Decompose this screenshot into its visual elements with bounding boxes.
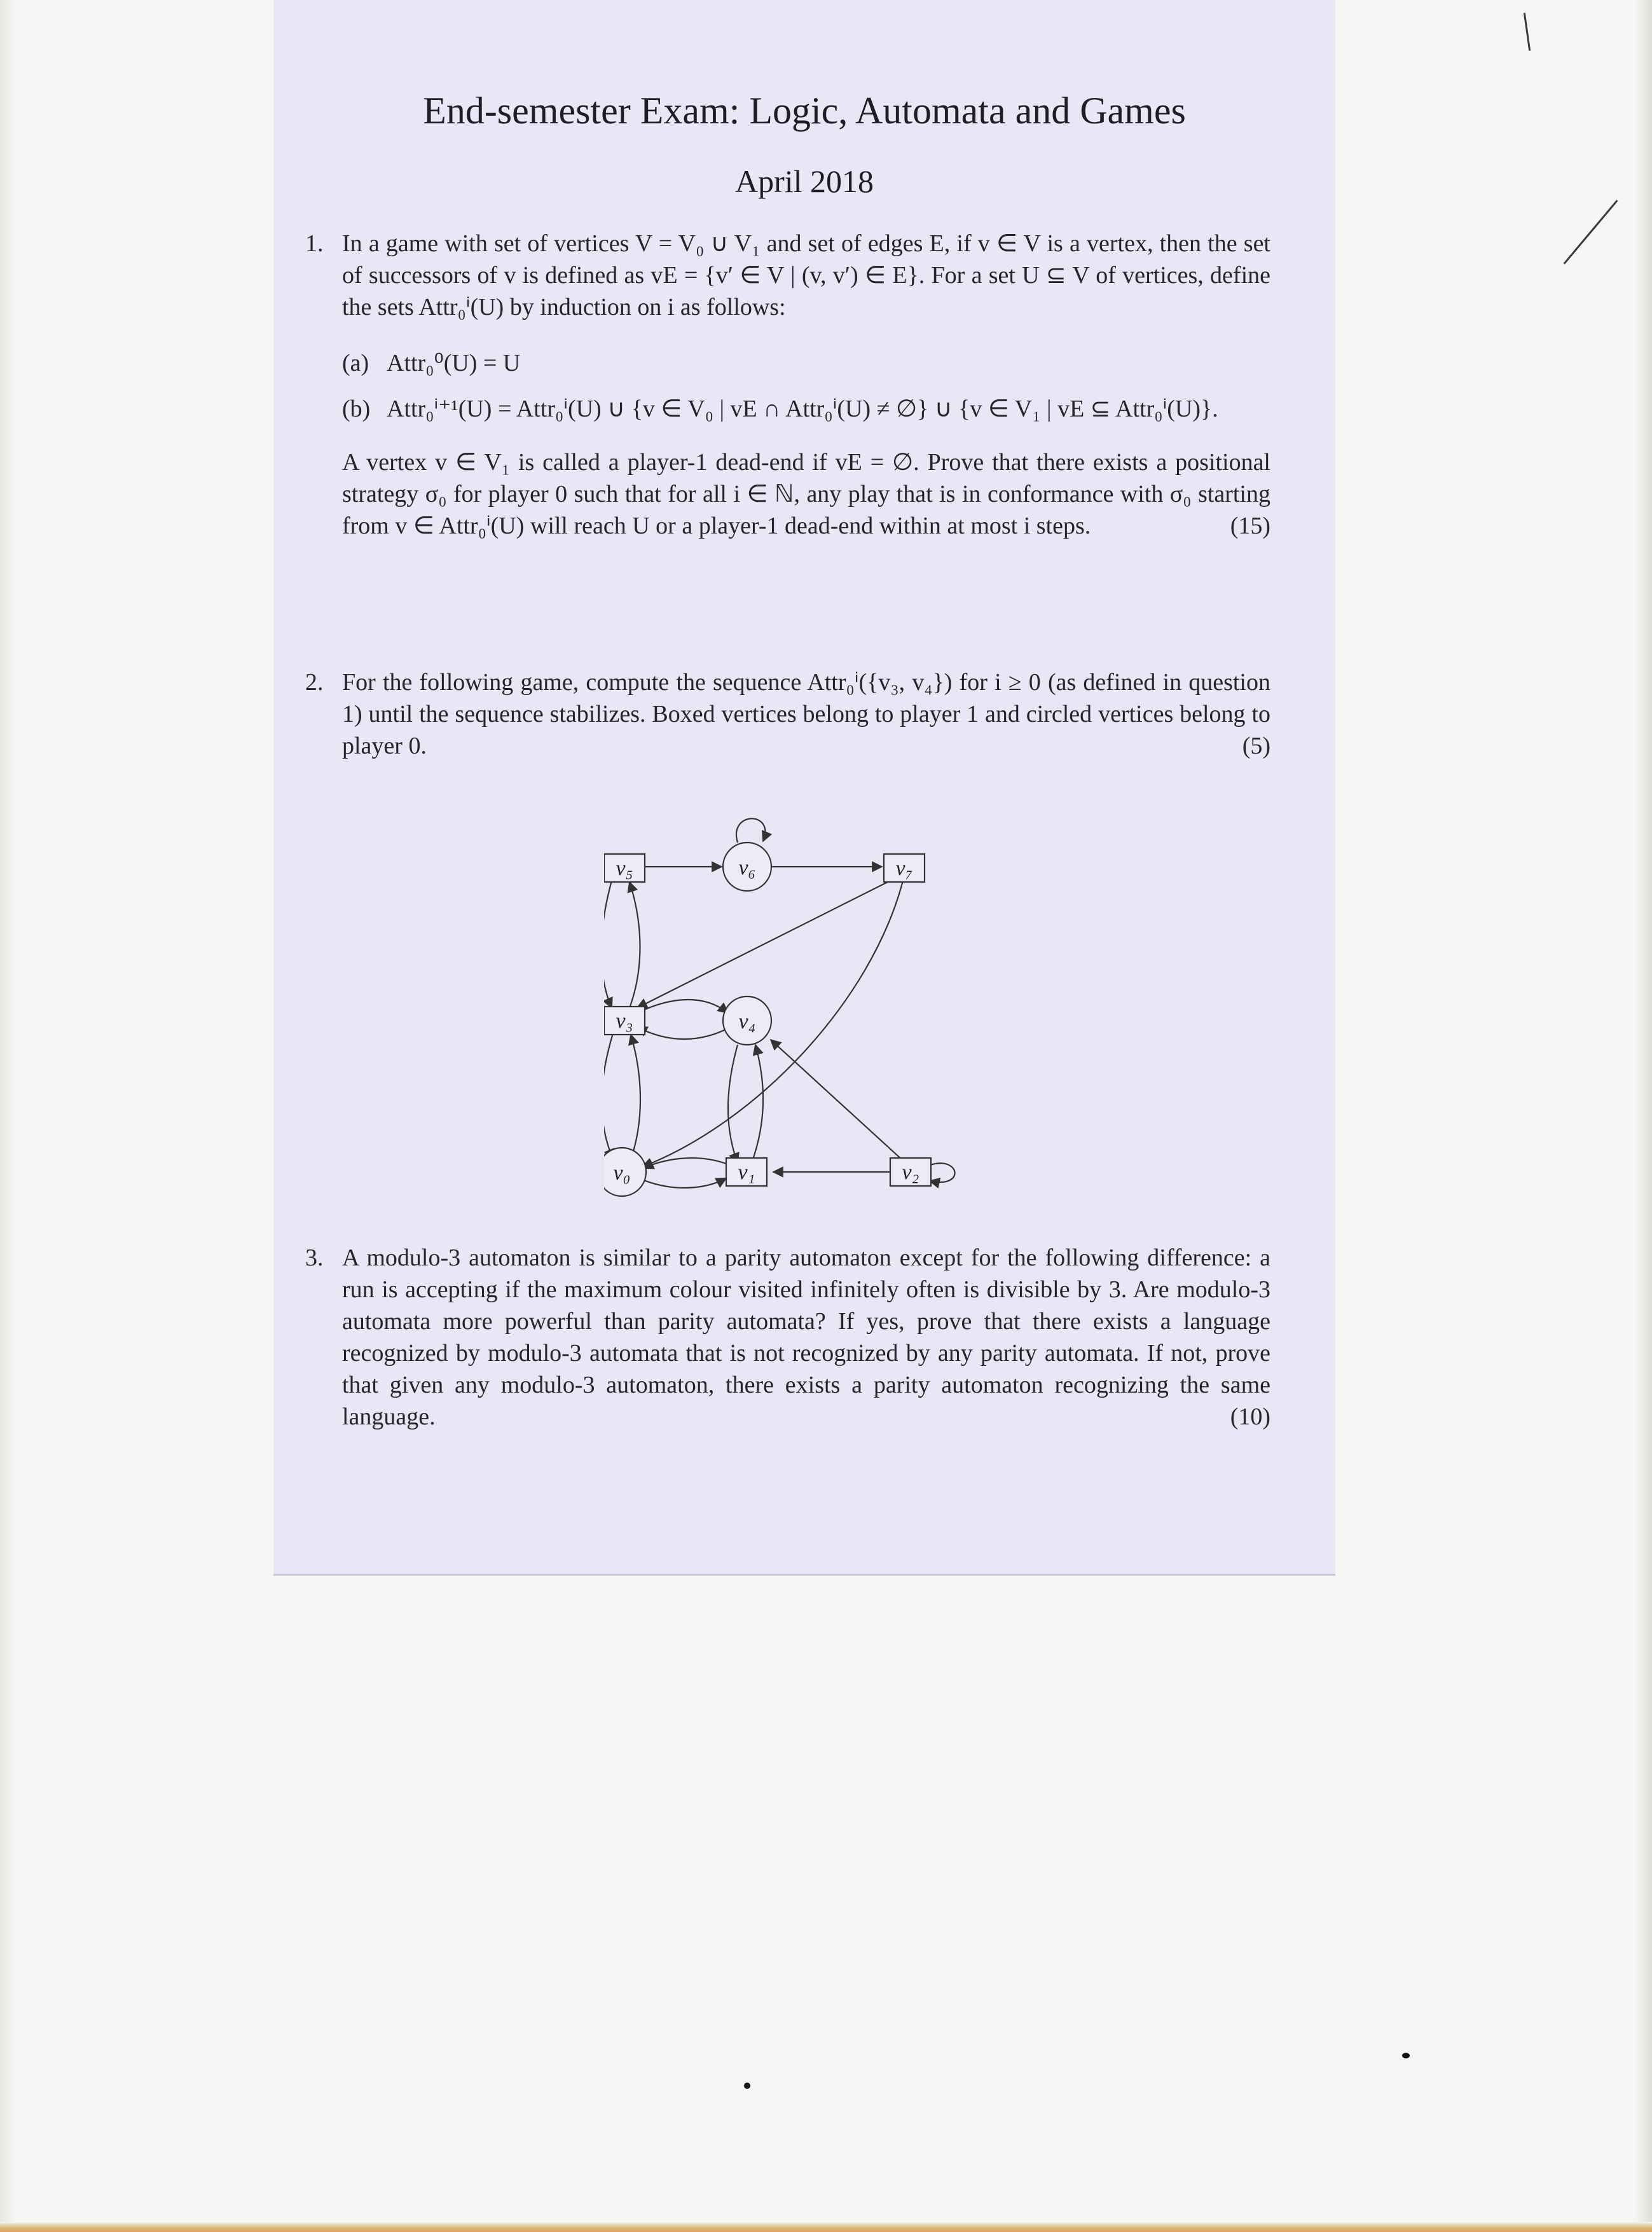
question-2 [305,666,1270,762]
edge-v2-v4 [771,1040,903,1161]
node-v4-label: v₄ [738,1010,756,1033]
question-1 [305,228,1270,542]
part-b-label: (b) [342,396,371,422]
scan-scratch [1564,200,1618,265]
edge-v0-v3 [631,1035,640,1159]
edge-v1-v4 [752,1045,763,1163]
scan-dot [1402,2053,1410,2058]
question-3-marks: (10) [1230,1403,1270,1430]
edge-v2-v2 [928,1163,955,1182]
paper-edge-bottom [0,2222,1652,2232]
exam-title: End-semester Exam: Logic, Automata and Games [423,90,1186,132]
question-3-number: 3. [305,1244,324,1271]
edge-v4-v1 [728,1045,738,1163]
part-a-label: (a) [342,350,369,376]
exam-sheet [273,0,1335,1576]
question-2-text: For the following game, compute the sequence Attr₀ⁱ({v₃, v₄}) for i ≥ 0 (as defined in question 1) until the sequence stabilizes. Boxed vertices belong to player 1 and circled vertices belong to player 0. [342,669,1270,759]
question-1-part-a [342,347,1270,379]
question-3-text: A modulo-3 automaton is similar to a parity automaton except for the following difference: a run is accepting if the maximum colour visited infinitely often is divisible by 3. Are modulo-3 automata more powerful than parity automata? If yes, prove that there exists a language recognized by modulo-3 automata that is not recognized by any parity automata. If not, prove that given any modulo-3 automaton, there exists a parity automaton recognizing the same language. [342,1244,1270,1430]
question-1-marks: (15) [1230,513,1270,539]
node-v5-label: v₅ [616,857,633,880]
paper-edge-right [1635,0,1652,2232]
scan-dot [744,2083,750,2089]
node-v2-label: v₂ [902,1161,919,1184]
exam-date: April 2018 [734,163,874,199]
question-3 [305,1242,1270,1433]
edge-v0-v1 [642,1178,726,1188]
scan-scratch [1524,13,1531,51]
part-a-text: Attr₀⁰(U) = U [387,350,521,376]
node-v1-label: v₁ [738,1161,755,1184]
question-1-part-b [342,393,1270,425]
question-1-intro: In a game with set of vertices V = V₀ ∪ V₁ and set of edges E, if v ∈ V is a vertex, then the set of successors of v is defined as vE = {v′ ∈ V | (v, v′) ∈ E}. For a set U ⊆ V of vertices, define the sets Attr₀ⁱ(U) by induction on i as follows: [342,230,1270,320]
node-v3-label: v₃ [616,1009,633,1033]
edge-v3-v0 [604,1033,613,1159]
edge-v1-v0 [644,1158,726,1168]
game-graph [604,792,1011,1211]
part-b-text: Attr₀ⁱ⁺¹(U) = Attr₀ⁱ(U) ∪ {v ∈ V₀ | vE ∩ Attr₀ⁱ(U) ≠ ∅} ∪ {v ∈ V₁ | vE ⊆ Attr₀ⁱ(U)}. [387,396,1218,422]
question-1-number: 1. [305,230,324,257]
node-v0-label: v₀ [613,1161,631,1185]
question-2-number: 2. [305,669,324,696]
node-v6-label: v₆ [738,856,756,879]
edge-v5-v3 [604,881,612,1008]
edge-v4-v3 [637,1027,728,1039]
paper-edge-left [0,0,17,2232]
question-1-body-text: A vertex v ∈ V₁ is called a player-1 dead-end if vE = ∅. Prove that there exists a positional strategy σ₀ for player 0 such that for all i ∈ ℕ, any play that is in conformance with σ₀ starting from v ∈ Attr₀ⁱ(U) will reach U or a player-1 dead-end within at most i steps. [342,449,1270,539]
node-v7-label: v₇ [895,857,913,880]
edge-v6-v6 [736,818,765,843]
edge-v7-v3 [637,881,890,1008]
question-2-marks: (5) [1242,733,1270,759]
edge-v3-v5 [630,882,640,1008]
question-1-body [342,446,1270,542]
